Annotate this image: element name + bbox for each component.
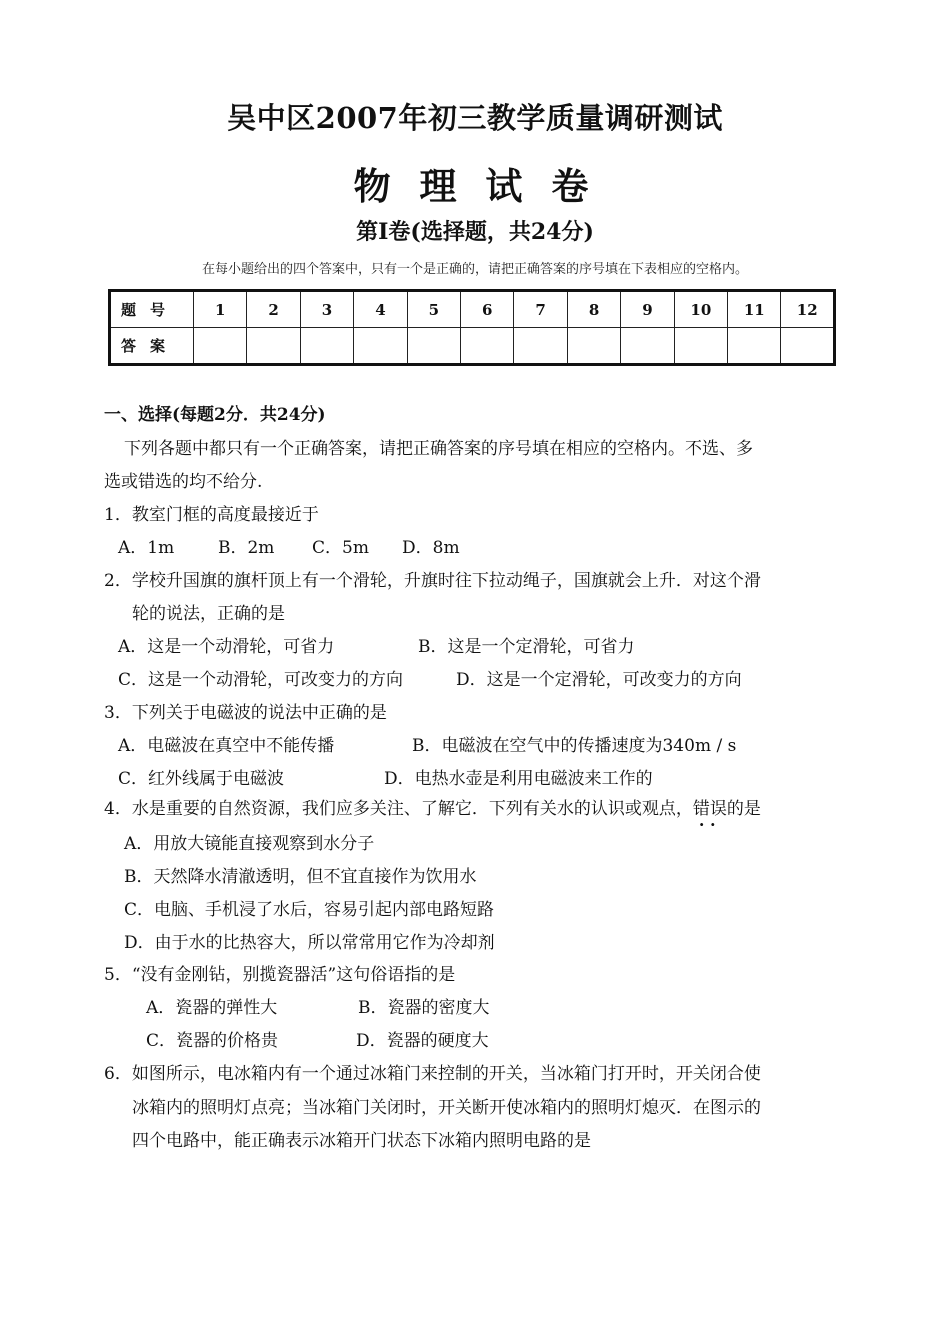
q2-option-d: D．这是一个定滑轮，可改变力的方向: [456, 670, 742, 690]
q4-option-a: A．用放大镜能直接观察到水分子: [124, 834, 375, 854]
q5-option-a: A．瓷器的弹性大: [146, 998, 278, 1018]
question-number-cell: 11: [728, 291, 781, 328]
row-label-answer: 答案: [110, 328, 194, 365]
question-number-cell: 9: [621, 291, 674, 328]
exam-title: 吴中区2007年初三教学质量调研测试: [227, 101, 723, 135]
q1-option-b: B．2m: [218, 538, 275, 558]
q2-option-c: C．这是一个动滑轮，可改变力的方向: [118, 670, 404, 690]
q1-option-c: C．5m: [312, 538, 369, 558]
question-number-cell: 10: [674, 291, 727, 328]
question-number-cell: 1: [194, 291, 247, 328]
question-6-stem-line3: 四个电路中，能正确表示冰箱开门状态下冰箱内照明电路的是: [132, 1131, 591, 1151]
question-number-cell: 4: [354, 291, 407, 328]
part-heading: 第Ⅰ卷(选择题，共24分): [356, 219, 594, 245]
q5-option-b: B．瓷器的密度大: [358, 998, 490, 1018]
answer-cell[interactable]: [674, 328, 727, 365]
question-6-stem-line2: 冰箱内的照明灯点亮；当冰箱门关闭时，开关断开使冰箱内的照明灯熄灭．在图示的: [132, 1098, 761, 1118]
answer-cell[interactable]: [514, 328, 567, 365]
answer-cell[interactable]: [407, 328, 460, 365]
q4-stem-post: 的是: [726, 799, 761, 819]
question-3-stem: 3．下列关于电磁波的说法中正确的是: [104, 703, 387, 723]
answer-cell[interactable]: [194, 328, 247, 365]
answer-cell[interactable]: [300, 328, 353, 365]
q4-option-c: C．电脑、手机浸了水后，容易引起内部电路短路: [124, 900, 495, 920]
question-5-stem: 5．“没有金刚钻，别揽瓷器活”这句俗语指的是: [104, 965, 456, 985]
q3-option-d: D．电热水壶是利用电磁波来工作的: [384, 769, 653, 789]
section-intro-line2: 选或错选的均不给分.: [104, 472, 263, 492]
question-2-stem-line1: 2．学校升国旗的旗杆顶上有一个滑轮，升旗时往下拉动绳子，国旗就会上升．对这个滑: [104, 571, 761, 591]
answer-cell[interactable]: [621, 328, 674, 365]
q4-option-b: B．天然降水清澈透明，但不宜直接作为饮用水: [124, 867, 477, 887]
question-4-stem: [104, 797, 761, 821]
question-6-stem-line1: 6．如图所示，电冰箱内有一个通过冰箱门来控制的开关，当冰箱门打开时，开关闭合使: [104, 1064, 761, 1084]
answer-cell[interactable]: [567, 328, 620, 365]
answer-cell[interactable]: [781, 328, 835, 365]
q2-option-a: A．这是一个动滑轮，可省力: [118, 637, 335, 657]
row-label-number: 题号: [110, 291, 194, 328]
answer-cell[interactable]: [247, 328, 300, 365]
question-number-cell: 12: [781, 291, 835, 328]
answer-table-number-row: [110, 291, 835, 328]
q1-option-a: A．1m: [118, 538, 175, 558]
q5-option-d: D．瓷器的硬度大: [356, 1031, 489, 1051]
section-heading: 一、选择(每题2分．共24分): [104, 405, 326, 425]
question-number-cell: 5: [407, 291, 460, 328]
exam-subtitle: 物 理 试 卷: [353, 164, 597, 208]
q2-option-b: B．这是一个定滑轮，可省力: [418, 637, 635, 657]
q3-option-b: B．电磁波在空气中的传播速度为340m / s: [412, 736, 737, 756]
q4-stem-pre: 4．水是重要的自然资源，我们应多关注、了解它．下列有关水的认识或观点，: [104, 799, 693, 819]
q3-option-a: A．电磁波在真空中不能传播: [118, 736, 335, 756]
answer-table-answer-row: [110, 328, 835, 365]
answer-cell[interactable]: [728, 328, 781, 365]
q3-option-c: C．红外线属于电磁波: [118, 769, 285, 789]
answer-cell[interactable]: [354, 328, 407, 365]
answer-table: [108, 289, 836, 366]
q4-stem-emphasis: 错误 · ·: [693, 799, 727, 819]
instruction-text: 在每小题给出的四个答案中，只有一个是正确的，请把正确答案的序号填在下表相应的空格内。: [201, 262, 748, 277]
section-intro-line1: 下列各题中都只有一个正确答案，请把正确答案的序号填在相应的空格内。不选、多: [124, 439, 753, 459]
question-number-cell: 2: [247, 291, 300, 328]
q1-option-d: D．8m: [402, 538, 460, 558]
question-number-cell: 8: [567, 291, 620, 328]
question-number-cell: 3: [300, 291, 353, 328]
question-number-cell: 7: [514, 291, 567, 328]
q4-option-d: D．由于水的比热容大，所以常常用它作为冷却剂: [124, 933, 495, 953]
question-2-stem-line2: 轮的说法，正确的是: [132, 604, 285, 624]
answer-cell[interactable]: [461, 328, 514, 365]
question-1-stem: 1．教室门框的高度最接近于: [104, 505, 319, 525]
question-number-cell: 6: [461, 291, 514, 328]
q5-option-c: C．瓷器的价格贵: [146, 1031, 279, 1051]
